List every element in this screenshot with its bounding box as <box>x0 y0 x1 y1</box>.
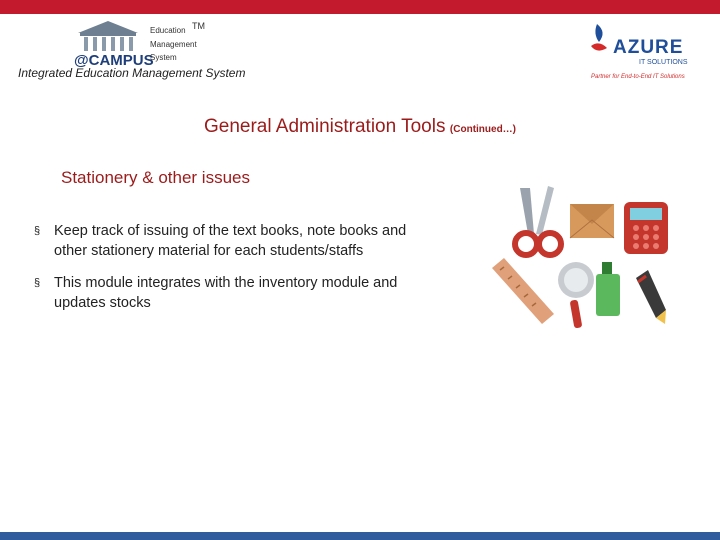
azure-logo <box>585 20 710 85</box>
logo-line-2: Management <box>150 40 197 49</box>
pencil-icon <box>636 270 666 324</box>
logo-line-1: Education <box>150 26 186 35</box>
campus-logo <box>70 18 210 68</box>
building-icon <box>78 21 138 51</box>
bottom-accent-bar <box>0 532 720 540</box>
stationery-illustration <box>490 182 675 332</box>
azure-emblem-icon <box>591 24 607 51</box>
bullet-text: This module integrates with the inventory module and updates stocks <box>54 275 398 311</box>
azure-sub: IT SOLUTIONS <box>639 59 688 66</box>
section-heading: Stationery & other issues <box>61 168 250 187</box>
envelope-icon <box>570 204 614 238</box>
bullet-item <box>34 221 429 261</box>
scissors-icon <box>515 186 561 255</box>
logo-brand: @CAMPUS <box>74 52 154 68</box>
bullet-marker-icon: § <box>34 225 41 237</box>
top-accent-bar <box>0 0 720 14</box>
logo-line-3: System <box>150 53 177 62</box>
logo-trademark: TM <box>192 21 205 31</box>
bullet-text: Keep track of issuing of the text books, note books and other stationery material for each students/staffs <box>54 223 407 259</box>
bullet-list <box>34 221 429 325</box>
slide-title-suffix: (Continued…) <box>449 124 517 135</box>
bullet-marker-icon: § <box>34 277 41 289</box>
azure-slogan: Partner for End-to-End IT Solutions <box>591 74 685 80</box>
slide-title-main: General Administration Tools <box>203 116 446 137</box>
header-tagline: Integrated Education Management System <box>18 66 246 80</box>
magnifier-icon <box>558 262 594 328</box>
ruler-icon <box>492 258 554 324</box>
azure-name: AZURE <box>613 37 684 58</box>
slide-title <box>0 116 720 138</box>
glue-bottle-icon <box>596 262 620 316</box>
calculator-icon <box>624 202 668 254</box>
bullet-item <box>34 273 429 313</box>
